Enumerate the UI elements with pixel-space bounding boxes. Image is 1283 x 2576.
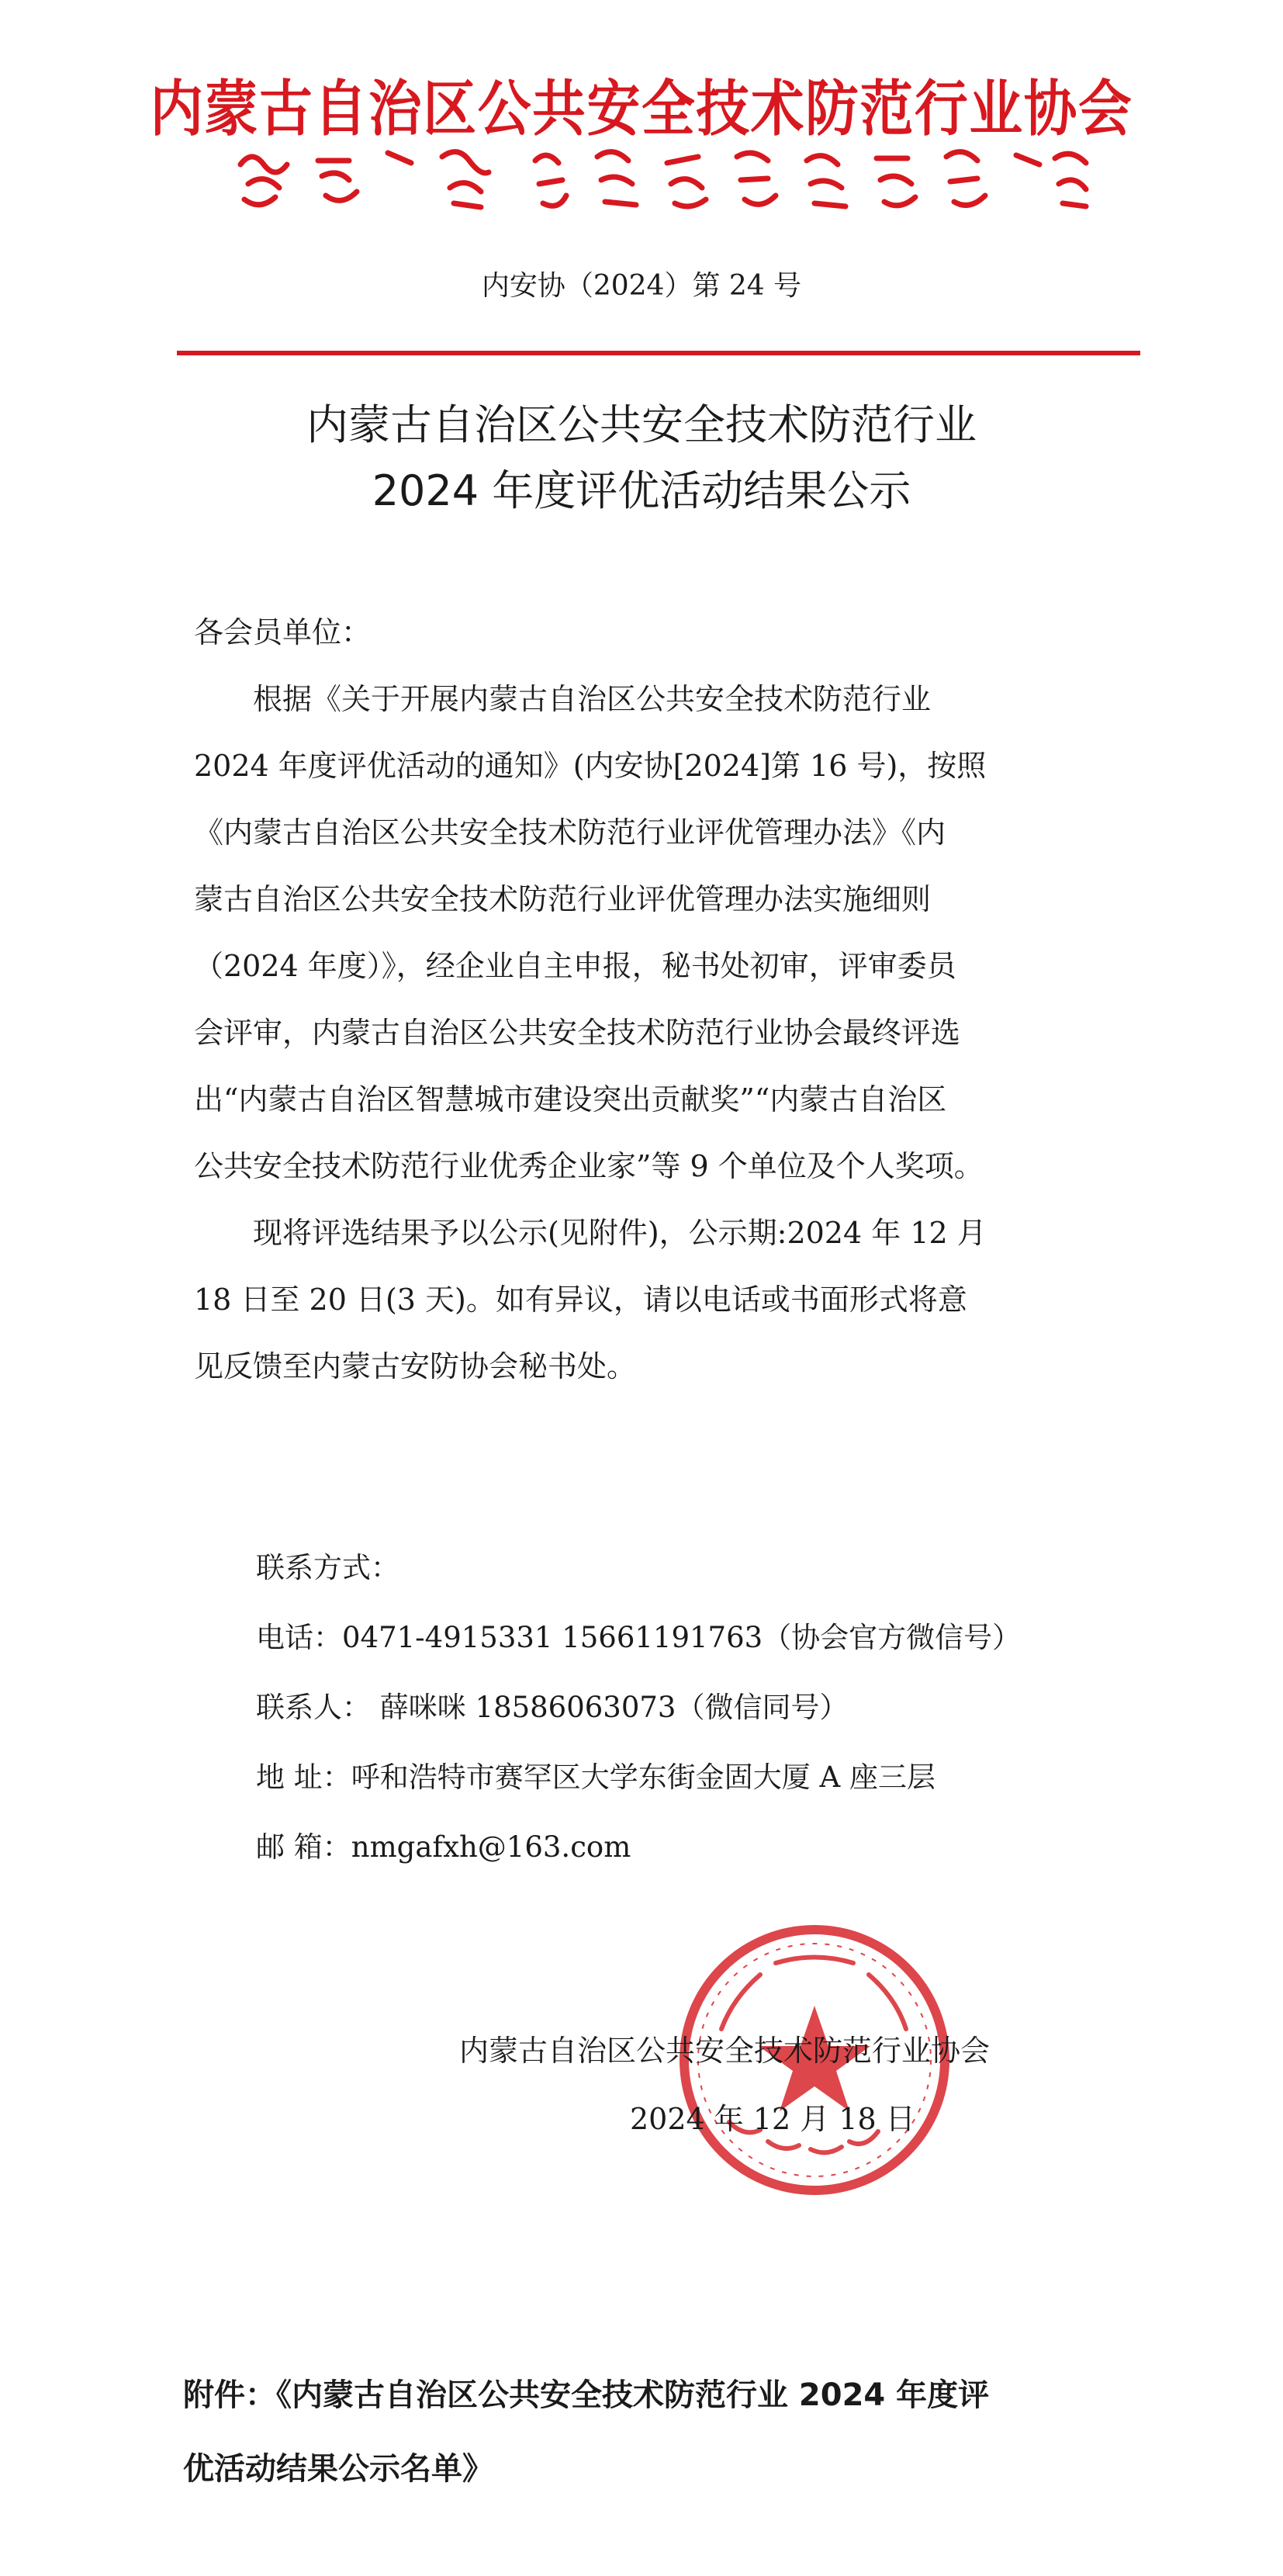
document-number: 内安协（2024）第 24 号 <box>481 270 802 302</box>
contact-heading: 联系方式： <box>256 1551 399 1584</box>
contact-email: 邮 箱：nmgafxh@163.com <box>256 1830 631 1864</box>
paragraph-2 <box>194 1200 987 1400</box>
document-title-line1: 内蒙古自治区公共安全技术防范行业 <box>306 400 977 449</box>
mongolian-script-graphic <box>233 141 1094 211</box>
paragraph-1 <box>194 666 986 1200</box>
org-header-title: 内蒙古自治区公共安全技术防范行业协会 <box>150 74 1133 144</box>
paragraph-1-line: （2024 年度）》，经企业自主申报，秘书处初审，评审委员 <box>194 949 956 983</box>
paragraph-1-line: 蒙古自治区公共安全技术防范行业评优管理办法实施细则 <box>194 882 932 916</box>
document-title-line2: 2024 年度评优活动结果公示 <box>372 466 911 515</box>
paragraph-2-line: 18 日至 20 日(3 天)。如有异议，请以电话或书面形式将意 <box>194 1283 967 1317</box>
signature-date: 2024 年 12 月 18 日 <box>630 2102 915 2136</box>
paragraph-1-line: 2024 年度评优活动的通知》(内安协[2024]第 16 号)，按照 <box>194 749 987 783</box>
header-divider <box>177 351 1140 355</box>
attachment-line1: 附件：《内蒙古自治区公共安全技术防范行业 2024 年度评 <box>183 2377 990 2413</box>
attachment-line2: 优活动结果公示名单》 <box>183 2451 493 2487</box>
paragraph-1-line: 根据《关于开展内蒙古自治区公共安全技术防范行业 <box>253 682 932 716</box>
contact-address: 地 址：呼和浩特市赛罕区大学东街金固大厦 A 座三层 <box>256 1761 936 1794</box>
paragraph-1-line: 《内蒙古自治区公共安全技术防范行业评优管理办法》《内 <box>194 815 946 850</box>
contact-phone: 电话：0471-4915331 15661191763（协会官方微信号） <box>256 1621 1022 1654</box>
paragraph-1-line: 会评审，内蒙古自治区公共安全技术防范行业协会最终评选 <box>194 1016 961 1050</box>
paragraph-1-line: 出“内蒙古自治区智慧城市建设突出贡献奖”“内蒙古自治区 <box>194 1082 947 1117</box>
salutation: 各会员单位： <box>194 615 372 649</box>
paragraph-2-line: 现将评选结果予以公示(见附件)，公示期:2024 年 12 月 <box>253 1216 987 1250</box>
paragraph-1-line: 公共安全技术防范行业优秀企业家”等 9 个单位及个人奖项。 <box>194 1149 984 1183</box>
paragraph-2-line: 见反馈至内蒙古安防协会秘书处。 <box>194 1349 637 1383</box>
signature-org: 内蒙古自治区公共安全技术防范行业协会 <box>459 2034 991 2068</box>
contact-person: 联系人： 薛咪咪 18586063073（微信同号） <box>256 1691 849 1724</box>
